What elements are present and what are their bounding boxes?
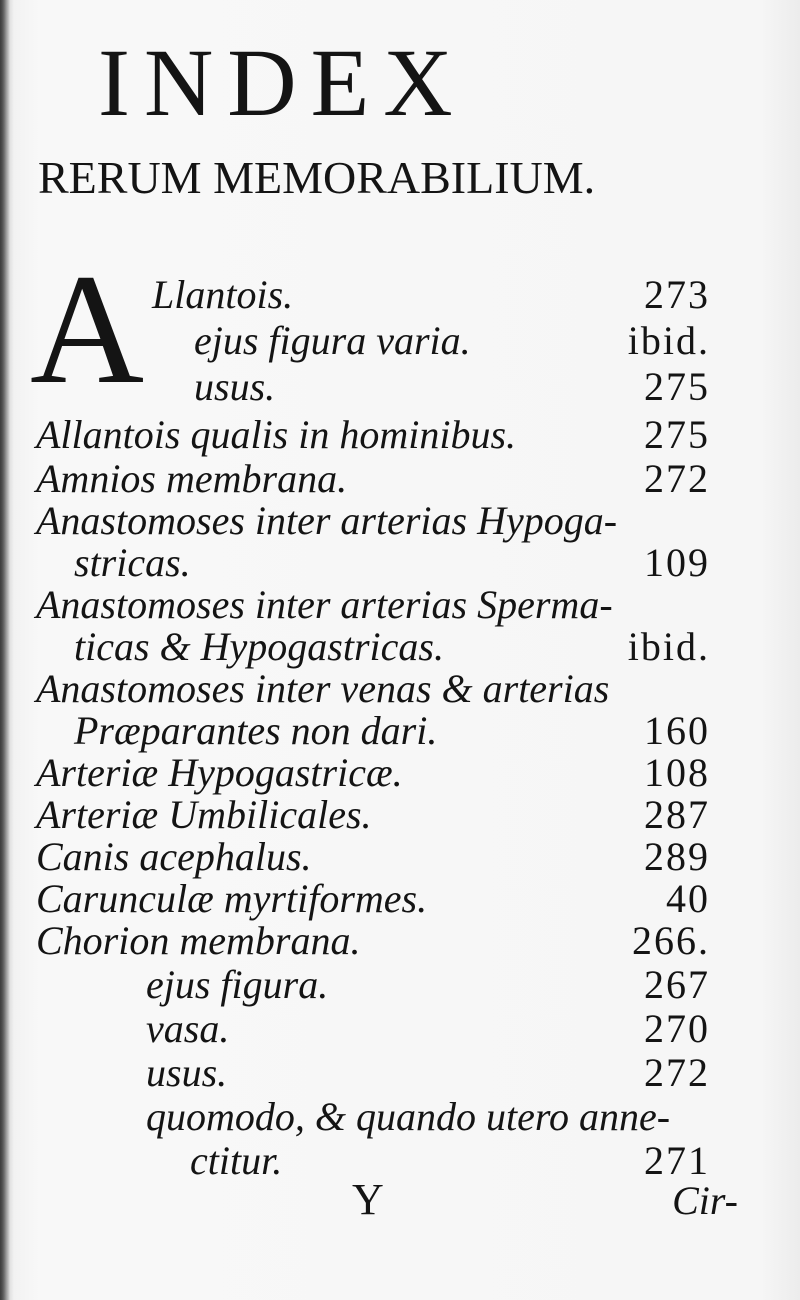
index-entry bbox=[0, 918, 740, 964]
entry-label: Anastomoses inter arterias Hypoga- bbox=[36, 498, 618, 543]
entry-page: 272 bbox=[644, 456, 710, 501]
entry-page: 160 bbox=[644, 708, 710, 753]
entry-page: ibid. bbox=[627, 318, 710, 363]
entry-label: Arteriæ Umbilicales. bbox=[36, 792, 372, 837]
index-entry bbox=[0, 1138, 740, 1184]
entry-label: stricas. bbox=[74, 540, 191, 585]
index-entry bbox=[0, 834, 740, 880]
index-entry bbox=[0, 1050, 740, 1096]
index-entry bbox=[0, 666, 740, 712]
entry-page: 287 bbox=[644, 792, 710, 837]
entry-page: ibid. bbox=[627, 624, 710, 669]
index-entry bbox=[0, 876, 740, 922]
entry-page: 40 bbox=[666, 876, 710, 921]
entry-label: Canis acephalus. bbox=[36, 834, 312, 879]
signature-mark: Y bbox=[352, 1175, 384, 1224]
index-entry bbox=[0, 708, 740, 754]
index-entry bbox=[0, 1094, 740, 1140]
index-entry bbox=[0, 1006, 740, 1052]
entry-label: Anastomoses inter arterias Sperma- bbox=[36, 582, 613, 627]
entry-page: 275 bbox=[644, 364, 710, 409]
entry-label: ejus figura. bbox=[146, 962, 329, 1007]
index-entry bbox=[0, 792, 740, 838]
entry-page: 289 bbox=[644, 834, 710, 879]
index-subtitle: RERUM MEMORABILIUM. bbox=[38, 152, 596, 203]
index-entry bbox=[0, 364, 740, 410]
entry-label: ejus figura varia. bbox=[194, 318, 471, 363]
entry-label: Anastomoses inter venas & arterias bbox=[36, 666, 610, 711]
entry-label: quomodo, & quando utero anne- bbox=[146, 1094, 671, 1139]
entry-label: ctitur. bbox=[190, 1138, 283, 1183]
index-title: INDEX bbox=[98, 29, 467, 136]
entry-page: 271 bbox=[644, 1138, 710, 1183]
index-entry bbox=[0, 498, 740, 544]
index-entry bbox=[0, 624, 740, 670]
entry-label: ticas & Hypogastricas. bbox=[74, 624, 444, 669]
entry-page: 267 bbox=[644, 962, 710, 1007]
entry-label: Llantois. bbox=[152, 272, 294, 317]
index-entry bbox=[0, 318, 740, 364]
entry-page: 266. bbox=[632, 918, 710, 963]
entry-page: 275 bbox=[644, 412, 710, 457]
entry-label: usus. bbox=[146, 1050, 228, 1095]
index-entry bbox=[0, 456, 740, 502]
entry-label: usus. bbox=[194, 364, 276, 409]
entry-label: vasa. bbox=[146, 1006, 230, 1051]
entry-page: 109 bbox=[644, 540, 710, 585]
catchword: Cir- bbox=[672, 1178, 738, 1223]
index-entry bbox=[0, 582, 740, 628]
index-entry bbox=[0, 272, 740, 318]
entry-label: Chorion membrana. bbox=[36, 918, 361, 963]
entry-page: 108 bbox=[644, 750, 710, 795]
index-entry bbox=[0, 412, 740, 458]
index-entry bbox=[0, 962, 740, 1008]
entry-label: Arteriæ Hypogastricæ. bbox=[36, 750, 403, 795]
entry-page: 272 bbox=[644, 1050, 710, 1095]
entry-label: Carunculæ myrtiformes. bbox=[36, 876, 428, 921]
entry-page: 270 bbox=[644, 1006, 710, 1051]
index-entry bbox=[0, 750, 740, 796]
entry-label: Allantois qualis in hominibus. bbox=[36, 412, 517, 457]
drop-cap: A bbox=[30, 242, 145, 417]
entry-page: 273 bbox=[644, 272, 710, 317]
entry-label: Amnios membrana. bbox=[36, 456, 348, 501]
index-entry bbox=[0, 540, 740, 586]
entry-label: Præparantes non dari. bbox=[74, 708, 438, 753]
